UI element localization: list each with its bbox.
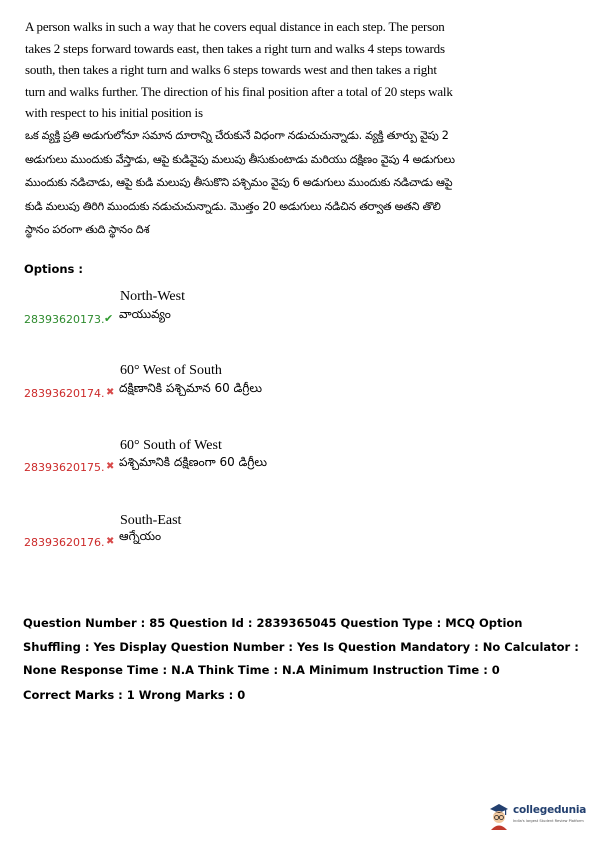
question-text-english: A person walks in such a way that he covers equal distance in each step. The person takes 2 steps forward towards east, then takes a right turn and walks 4 steps towards south, then takes a right turn and walks 6 steps towards west and then takes a right turn and walks further. The direction of his final position after a total of 20 steps walk with respect to his initial position is [25, 19, 453, 120]
marks-info: Correct Marks : 1 Wrong Marks : 0 [23, 688, 246, 702]
option-text-english: 60° West of South [120, 363, 222, 378]
logo-tagline: India's largest Student Review Platform [513, 819, 584, 823]
option-id: 28393620173. [24, 313, 105, 326]
logo-wordmark: collegedunia [513, 804, 587, 816]
option-id: 28393620176. [24, 536, 105, 549]
wrong-cross-icon: ✖ [106, 461, 115, 472]
option-text-telugu: ఆగ్నేయం [119, 529, 162, 543]
student-mascot-icon [488, 802, 510, 830]
option-text-english: 60° South of West [120, 438, 222, 453]
option-id: 28393620174. [24, 387, 105, 400]
option-text-telugu: దక్షిణానికి పశ్చిమాన 60 డిగ్రీలు [119, 381, 263, 395]
options-heading: Options : [24, 262, 83, 276]
option-text-telugu: వాయువ్యం [119, 307, 171, 321]
question-text-telugu: ఒక వ్యక్తి ప్రతి అడుగులోనూ సమాన దూరాన్ని చేరుకునే విధంగా నడుచుచున్నాడు. వ్యక్తి తూర్పు వైపు 2 అడుగులు ముందుకు వేస్తాడు, ఆపై కుడివైపు మలుపు తీసుకుంటాడు మరియు దక్షిణం వైపు 4 అడుగులు ముందుకు నడిచాడు, ఆపై కుడి మలుపు తీసుకొని పశ్చిమం వైపు 6 అడుగులు ముందుకు నడిచాడు ఆపై కుడి మలుపు తిరిగి ముందుకు నడుచుచున్నాడు. మొత్తం 20 అడుగులు నడిచిన తర్వాత అతని తొలి స్థానం పరంగా తుది స్థానం దిశ [25, 129, 455, 236]
wrong-cross-icon: ✖ [106, 387, 115, 398]
option-id: 28393620175. [24, 461, 105, 474]
question-metadata: Question Number : 85 Question Id : 2839365045 Question Type : MCQ Option Shuffling : Yes Display Question Number : Yes Is Question Mandatory : No Calculator : None Response Time : N.A Think Time : N.A Minimum Instruction Time : 0 [23, 616, 579, 677]
wrong-cross-icon: ✖ [106, 536, 115, 547]
option-text-english: North-West [120, 289, 185, 304]
correct-check-icon: ✔ [104, 312, 114, 325]
option-text-english: South-East [120, 513, 182, 528]
option-text-telugu: పశ్చిమానికి దక్షిణంగా 60 డిగ్రీలు [119, 455, 268, 469]
collegedunia-logo [488, 800, 593, 832]
